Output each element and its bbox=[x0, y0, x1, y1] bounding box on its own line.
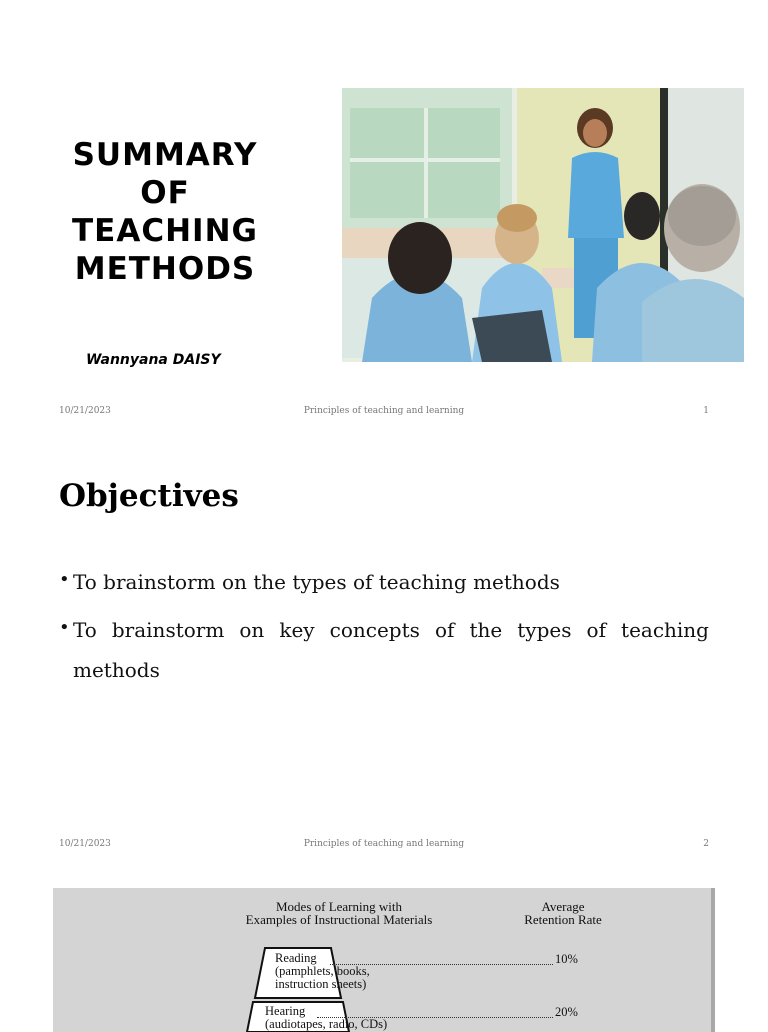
footer-date: 10/21/2023 bbox=[59, 839, 111, 849]
list-item: • To brainstorm on key concepts of the types of teaching methods bbox=[59, 610, 709, 690]
learning-pyramid-figure bbox=[53, 888, 715, 1032]
tier-examples: instruction sheets) bbox=[275, 977, 367, 991]
list-item: • To brainstorm on the types of teaching methods bbox=[59, 562, 709, 602]
modes-header-line: Modes of Learning with bbox=[275, 899, 402, 914]
title-line: SUMMARY bbox=[72, 137, 258, 173]
tier-examples: (pamphlets, books, bbox=[275, 964, 370, 978]
footer-course: Principles of teaching and learning bbox=[303, 839, 465, 849]
tier-mode: Reading bbox=[275, 951, 317, 965]
title-line: TEACHING bbox=[72, 213, 258, 249]
slide-title bbox=[40, 136, 290, 288]
footer-page-number: 1 bbox=[703, 406, 709, 416]
classroom-illustration bbox=[342, 88, 744, 362]
slide-1 bbox=[0, 0, 768, 432]
objectives-list bbox=[59, 562, 709, 698]
tier-reading-label bbox=[275, 952, 370, 991]
retention-header-line: Average bbox=[541, 899, 585, 914]
classroom-photo bbox=[342, 88, 744, 362]
retention-header-line: Retention Rate bbox=[524, 912, 602, 927]
leader-dots bbox=[317, 1017, 553, 1018]
modes-header-line: Examples of Instructional Materials bbox=[245, 912, 433, 927]
title-line: METHODS bbox=[74, 251, 256, 287]
slide-footer bbox=[59, 839, 709, 853]
tier-mode: Hearing bbox=[265, 1004, 306, 1018]
tier-hearing-label bbox=[265, 1005, 387, 1031]
title-line: OF bbox=[140, 175, 190, 211]
leader-dots bbox=[330, 964, 553, 965]
author-name: Wannyana DAISY bbox=[86, 352, 221, 368]
slide-3 bbox=[0, 880, 768, 1031]
tier-examples: (audiotapes, radio, CDs) bbox=[265, 1017, 388, 1031]
footer-course: Principles of teaching and learning bbox=[303, 406, 465, 416]
slide-2 bbox=[0, 432, 768, 864]
footer-page-number: 2 bbox=[703, 839, 709, 849]
slide-footer bbox=[59, 406, 709, 420]
tier-reading-rate: 10% bbox=[555, 952, 578, 966]
objectives-heading: Objectives bbox=[59, 478, 239, 514]
tier-hearing-rate: 20% bbox=[555, 1005, 578, 1019]
footer-date: 10/21/2023 bbox=[59, 406, 111, 416]
